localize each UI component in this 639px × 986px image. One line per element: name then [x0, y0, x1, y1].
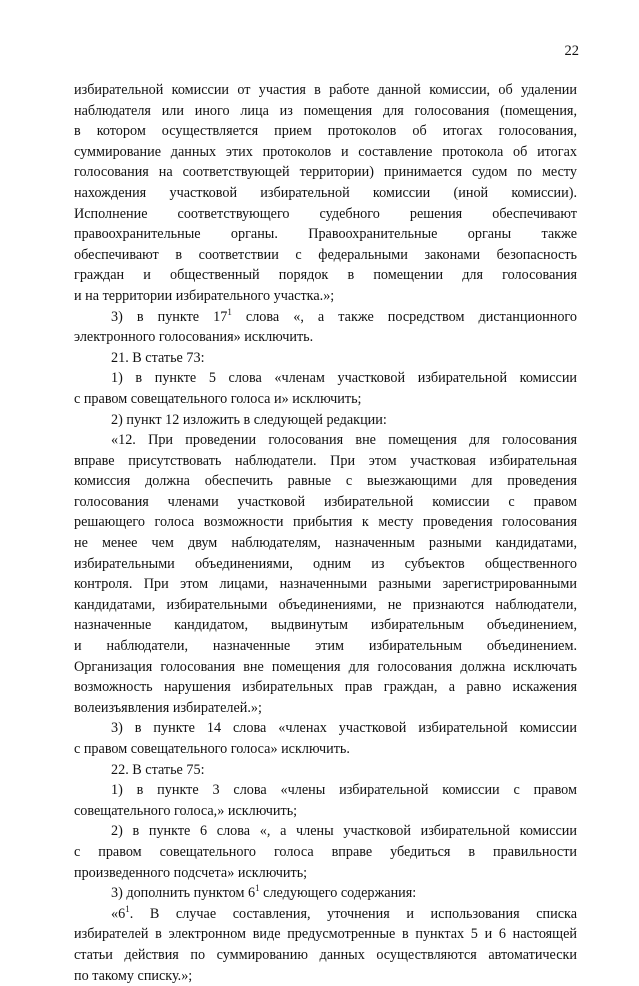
text-line — [74, 162, 577, 183]
text-segment: правоохранительные органы. Правоохранительные органы также — [74, 226, 577, 243]
text-line — [74, 80, 577, 101]
text-line — [74, 574, 577, 595]
text-segment: следующего содержания: — [259, 885, 417, 902]
text-segment: и на территории избирательного участка.»; — [74, 287, 335, 304]
text-segment: решающего голоса возможности прибытия к месту проведения голосования — [74, 514, 577, 531]
text-segment: нахождения участковой избирательной комиссии (иной комиссии). — [74, 184, 577, 201]
text-line — [74, 842, 577, 863]
text-line — [74, 883, 577, 904]
text-segment: наблюдателя или иного лица из помещения для голосования (помещения, — [74, 102, 577, 119]
page-number: 22 — [564, 43, 579, 59]
text-line — [74, 389, 577, 410]
text-line — [74, 142, 577, 163]
text-segment: 2) пункт 12 изложить в следующей редакции: — [111, 411, 387, 428]
text-line — [74, 327, 577, 348]
text-line — [74, 904, 577, 925]
text-segment: по такому списку.»; — [74, 967, 193, 984]
text-segment: комиссия должна обеспечить равные с выезжающими для проведения — [74, 473, 577, 490]
text-segment: голосования членами участковой избирательной комиссии с правом — [74, 493, 577, 510]
text-segment: 1) в пункте 5 слова «членам участковой избирательной комиссии — [111, 370, 577, 387]
text-segment: кандидатами, избирательными объединениями, не признаются наблюдатели, — [74, 596, 577, 613]
text-segment: обеспечивают в соответствии с федеральными законами безопасность — [74, 246, 577, 263]
text-line — [74, 615, 577, 636]
text-segment: слова «, а также посредством дистанционного — [231, 308, 577, 325]
text-segment: «6 — [111, 905, 126, 922]
text-line — [74, 821, 577, 842]
text-line — [74, 471, 577, 492]
superscript: 1 — [255, 883, 260, 894]
text-segment: не менее чем двум наблюдателям, назначенным разными кандидатами, — [74, 535, 577, 552]
text-line — [74, 265, 577, 286]
text-segment: 2) в пункте 6 слова «, а члены участковой избирательной комиссии — [111, 823, 577, 840]
text-segment: суммирование данных этих протоколов и составление протокола об итогах — [74, 143, 577, 160]
text-segment: в котором осуществляется прием протоколов об итогах голосования, — [74, 123, 577, 140]
text-segment: с правом совещательного голоса» исключить. — [74, 741, 350, 757]
superscript: 1 — [125, 903, 130, 914]
text-line — [74, 492, 577, 513]
text-segment: с правом совещательного голоса вправе убедиться в правильности — [74, 843, 577, 860]
text-segment: 21. В статье 73: — [111, 349, 205, 366]
text-line — [74, 698, 577, 719]
text-line — [74, 554, 577, 575]
text-segment: Организация голосования вне помещения для голосования должна исключать — [74, 658, 577, 675]
text-line — [74, 245, 577, 266]
text-line — [74, 430, 577, 451]
text-segment: произведенного подсчета» исключить; — [74, 864, 308, 881]
text-line — [74, 410, 577, 431]
text-line — [74, 636, 577, 657]
text-line — [74, 512, 577, 533]
text-line — [74, 533, 577, 554]
text-line — [74, 307, 577, 328]
text-line — [74, 677, 577, 698]
text-line — [74, 739, 577, 760]
text-line — [74, 718, 577, 739]
text-segment: назначенные кандидатом, выдвинутым избирательным объединением, — [74, 617, 577, 634]
text-line — [74, 348, 577, 369]
text-segment: волеизъявления избирателей.»; — [74, 699, 262, 716]
text-line — [74, 801, 577, 822]
text-segment: вправе присутствовать наблюдатели. При этом участковая избирательная — [74, 452, 577, 469]
text-segment: с правом совещательного голоса и» исключить; — [74, 390, 362, 407]
text-line — [74, 760, 577, 781]
text-segment: 22. В статье 75: — [111, 761, 205, 778]
text-segment: избирательными объединениями, одним из субъектов общественного — [74, 555, 577, 572]
text-line — [74, 657, 577, 678]
text-line — [74, 945, 577, 966]
text-line — [74, 368, 577, 389]
text-line — [74, 121, 577, 142]
text-segment: голосования на соответствующей территории) принимается судом по месту — [74, 164, 577, 181]
text-segment: возможность нарушения избирательных прав граждан, а равно искажения — [74, 679, 577, 696]
text-segment: контроля. При этом лицами, назначенными разными зарегистрированными — [74, 576, 577, 593]
text-line — [74, 224, 577, 245]
text-line — [74, 780, 577, 801]
text-segment: совещательного голоса,» исключить; — [74, 802, 298, 819]
text-segment: избирателей в электронном виде предусмотренные в пунктах 5 и 6 настоящей — [74, 926, 577, 943]
text-segment: 3) в пункте 14 слова «членах участковой избирательной комиссии — [111, 720, 577, 737]
text-segment: граждан и общественный порядок в помещении для голосования — [74, 267, 577, 284]
text-line — [74, 286, 577, 307]
text-segment: и наблюдатели, назначенные этим избирательным объединением. — [74, 638, 577, 655]
text-line — [74, 863, 577, 884]
text-segment: электронного голосования» исключить. — [74, 329, 314, 346]
text-line — [74, 204, 577, 225]
document-body — [74, 80, 577, 986]
text-segment: «12. При проведении голосования вне помещения для голосования — [111, 432, 577, 449]
text-line — [74, 924, 577, 945]
text-segment: . В случае составления, уточнения и использования списка — [129, 905, 577, 922]
text-line — [74, 101, 577, 122]
text-segment: 3) в пункте 17 — [111, 308, 228, 325]
text-segment: Исполнение соответствующего судебного решения обеспечивают — [74, 205, 577, 222]
text-segment: 1) в пункте 3 слова «члены избирательной комиссии с правом — [111, 782, 577, 799]
text-segment: 3) дополнить пунктом 6 — [111, 885, 256, 902]
text-line — [74, 451, 577, 472]
superscript: 1 — [227, 306, 232, 317]
text-segment: избирательной комиссии от участия в работе данной комиссии, об удалении — [74, 82, 577, 98]
text-line — [74, 966, 577, 986]
text-line — [74, 595, 577, 616]
text-line — [74, 183, 577, 204]
text-segment: статьи действия по суммированию данных осуществляются автоматически — [74, 946, 577, 963]
